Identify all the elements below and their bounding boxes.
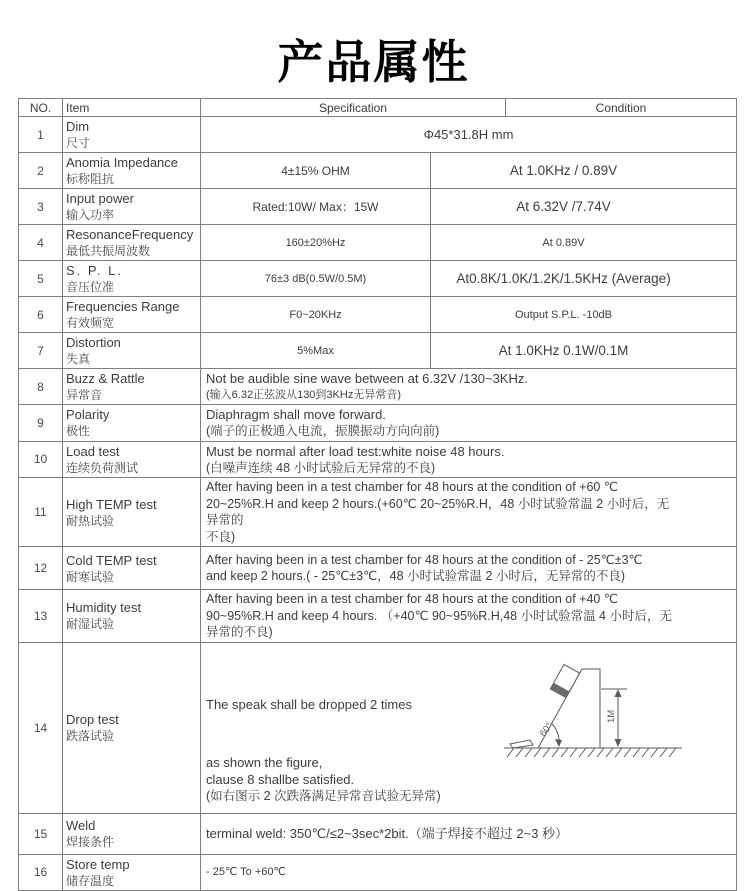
spec-line: - 25℃ To +60℃: [206, 866, 286, 878]
item-name-cn: 焊接条件: [66, 835, 115, 849]
item-name: Anomia Impedance: [66, 155, 179, 170]
item-name: Cold TEMP test: [66, 552, 157, 568]
table-row: [19, 547, 737, 590]
spec-merged-cell: [201, 441, 737, 478]
spec-cell: 5%Max: [201, 333, 431, 369]
table-row: [19, 642, 737, 813]
spec-merged-cell: [201, 590, 737, 643]
spec-merged-cell: [201, 547, 737, 590]
item-name-cn: 尺寸: [66, 136, 91, 150]
table-row: [19, 478, 737, 547]
item-cell: [63, 369, 201, 405]
condition-cell: At0.8K/1.0K/1.2K/1.5KHz (Average): [431, 261, 737, 297]
item-name: Distortion: [66, 335, 121, 350]
item-name: Drop test: [66, 712, 119, 727]
spec-line: After having been in a test chamber for 48 hours at the condition of +60 ℃: [206, 480, 618, 494]
fallen-piece: [510, 740, 533, 748]
item-name: ResonanceFrequency: [66, 227, 194, 242]
condition-cell: At 0.89V: [431, 225, 737, 261]
spec-line-cn: (如右图示 2 次跌落满足异常音试验无异常): [206, 789, 441, 804]
spec-line: Diaphragm shall move forward.: [206, 407, 386, 422]
spec-cell: Rated:10W/ Max：15W: [201, 189, 431, 225]
item-cell: [63, 813, 201, 854]
item-name-cn: 异常音: [66, 388, 103, 402]
drop-test-content: [201, 650, 736, 805]
table-row: [19, 854, 737, 890]
dim-arrow-up: [615, 689, 622, 697]
item-name-cn: 有效频宽: [66, 316, 115, 330]
spec-line-cn: (输入6.32正弦波从130到3KHz无异常音): [206, 389, 401, 401]
spec-line: 不良): [206, 529, 236, 544]
row-number: 11: [19, 478, 63, 547]
item-name: Input power: [66, 191, 134, 206]
row-number: 13: [19, 590, 63, 643]
row-number: 7: [19, 333, 63, 369]
table-row: [19, 225, 737, 261]
item-cell: [63, 189, 201, 225]
item-cell: [63, 854, 201, 890]
header-no: NO.: [19, 99, 63, 117]
spec-merged-cell: [201, 405, 737, 442]
spec-line: After having been in a test chamber for 48 hours at the condition of - 25℃±3℃: [206, 552, 643, 567]
spec-line-cn: (端子的正极通入电流，振膜振动方向向前): [206, 424, 440, 438]
condition-cell: Output S.P.L. -10dB: [431, 297, 737, 333]
item-name-cn: 耐湿试验: [66, 617, 115, 632]
row-number: 3: [19, 189, 63, 225]
item-name: Dim: [66, 119, 90, 134]
item-name: Buzz & Rattle: [66, 371, 145, 386]
spec-table: [18, 98, 737, 891]
item-cell: [63, 441, 201, 478]
spec-cell: 4±15% OHM: [201, 153, 431, 189]
item-name-cn: 跌落试验: [66, 729, 115, 743]
spec-line: 90~95%R.H and keep 4 hours. （+40℃ 90~95%R.H,48 小时试验常温 4 小时后，无: [206, 608, 672, 623]
table-row: [19, 153, 737, 189]
header-condition: Condition: [506, 99, 737, 117]
table-row: [19, 261, 737, 297]
item-name: Polarity: [66, 407, 110, 423]
item-cell: [63, 642, 201, 813]
item-cell: [63, 261, 201, 297]
spec-merged-cell: [201, 369, 737, 405]
table-row: [19, 405, 737, 442]
spec-merged-cell: [201, 813, 737, 854]
item-name: Store temp: [66, 856, 130, 872]
item-cell: [63, 225, 201, 261]
item-cell: [63, 297, 201, 333]
table-row: [19, 369, 737, 405]
spec-line: as shown the figure,: [206, 755, 323, 771]
item-name: Humidity test: [66, 600, 142, 616]
table-row: [19, 297, 737, 333]
item-name-cn: 音压位准: [66, 280, 115, 294]
spec-line: 异常的: [206, 513, 244, 527]
row-number: 5: [19, 261, 63, 297]
table-row: [19, 813, 737, 854]
item-cell: [63, 333, 201, 369]
drop-test-figure: [498, 656, 686, 777]
item-name: Load test: [66, 443, 120, 459]
item-name-cn: 耐热试验: [66, 513, 115, 528]
table-row: [19, 590, 737, 643]
spec-merged-cell: [201, 854, 737, 890]
spec-cell: F0~20KHz: [201, 297, 431, 333]
header-specification: Specification: [201, 99, 506, 117]
item-cell: [63, 405, 201, 442]
item-name: High TEMP test: [66, 496, 157, 512]
spec-line: Must be normal after load test:white noise 48 hours.: [206, 443, 505, 459]
spec-cell: 160±20%Hz: [201, 225, 431, 261]
item-name-cn: 储存温度: [66, 873, 115, 888]
row-number: 15: [19, 813, 63, 854]
item-name: Weld: [66, 818, 96, 833]
ground-hatching: [507, 748, 676, 757]
item-cell: [63, 117, 201, 153]
angle-label: 60°: [537, 720, 556, 740]
spec-line: 异常的不良): [206, 625, 273, 639]
item-name: S. P. L.: [66, 263, 123, 278]
row-number: 8: [19, 369, 63, 405]
angle-arrowhead: [555, 739, 562, 747]
dim-arrow-down: [615, 739, 622, 747]
drop-test-diagram-svg: [498, 656, 686, 772]
row-number: 16: [19, 854, 63, 890]
spec-line: terminal weld: 350℃/≤2~3sec*2bit.（端子焊接不超过 2~3 秒）: [206, 826, 569, 841]
spec-cell: 76±3 dB(0.5W/0.5M): [201, 261, 431, 297]
spec-merged-cell: Φ45*31.8H mm: [201, 117, 737, 153]
row-number: 6: [19, 297, 63, 333]
spec-line: After having been in a test chamber for 48 hours at the condition of +40 ℃: [206, 592, 618, 606]
row-number: 1: [19, 117, 63, 153]
page-title: 产品属性: [277, 36, 470, 88]
table-row: [19, 189, 737, 225]
row-number: 4: [19, 225, 63, 261]
spec-merged-cell: [201, 478, 737, 547]
item-cell: [63, 547, 201, 590]
item-name: Frequencies Range: [66, 299, 180, 314]
header-item: Item: [63, 99, 201, 117]
item-cell: [63, 590, 201, 643]
item-cell: [63, 478, 201, 547]
item-name-cn: 输入功率: [66, 208, 115, 222]
row-number: 12: [19, 547, 63, 590]
spec-line: Not be audible sine wave between at 6.32V /130~3KHz.: [206, 371, 528, 386]
table-row: [19, 117, 737, 153]
row-number: 10: [19, 441, 63, 478]
row-number: 9: [19, 405, 63, 442]
table-row: [19, 333, 737, 369]
item-name-cn: 极性: [66, 424, 91, 439]
item-name-cn: 最低共振周波数: [66, 244, 151, 258]
table-row: [19, 441, 737, 478]
table-header-row: [19, 99, 737, 117]
item-name-cn: 失真: [66, 352, 91, 366]
spec-line: The speak shall be dropped 2 times: [206, 697, 412, 713]
condition-cell: At 1.0KHz / 0.89V: [431, 153, 737, 189]
row-number: 2: [19, 153, 63, 189]
condition-cell: At 6.32V /7.74V: [431, 189, 737, 225]
item-name-cn: 连续负荷测试: [66, 460, 139, 475]
spec-line: clause 8 shallbe satisfied.: [206, 772, 355, 788]
spec-merged-cell: [201, 642, 737, 813]
spec-line: and keep 2 hours.( - 25℃±3℃，48 小时试验常温 2 小时后，无异常的不良): [206, 569, 626, 583]
speaker-box: [550, 665, 579, 698]
item-name-cn: 标称阻抗: [66, 172, 115, 186]
height-label: 1M: [606, 710, 618, 724]
item-cell: [63, 153, 201, 189]
spec-line: 20~25%R.H and keep 2 hours.(+60℃ 20~25%R.H，48 小时试验常温 2 小时后，无: [206, 496, 670, 511]
spec-line-cn: (白噪声连续 48 小时试验后无异常的不良): [206, 460, 436, 475]
item-name-cn: 耐寒试验: [66, 569, 115, 584]
row-number: 14: [19, 642, 63, 813]
condition-cell: At 1.0KHz 0.1W/0.1M: [431, 333, 737, 369]
